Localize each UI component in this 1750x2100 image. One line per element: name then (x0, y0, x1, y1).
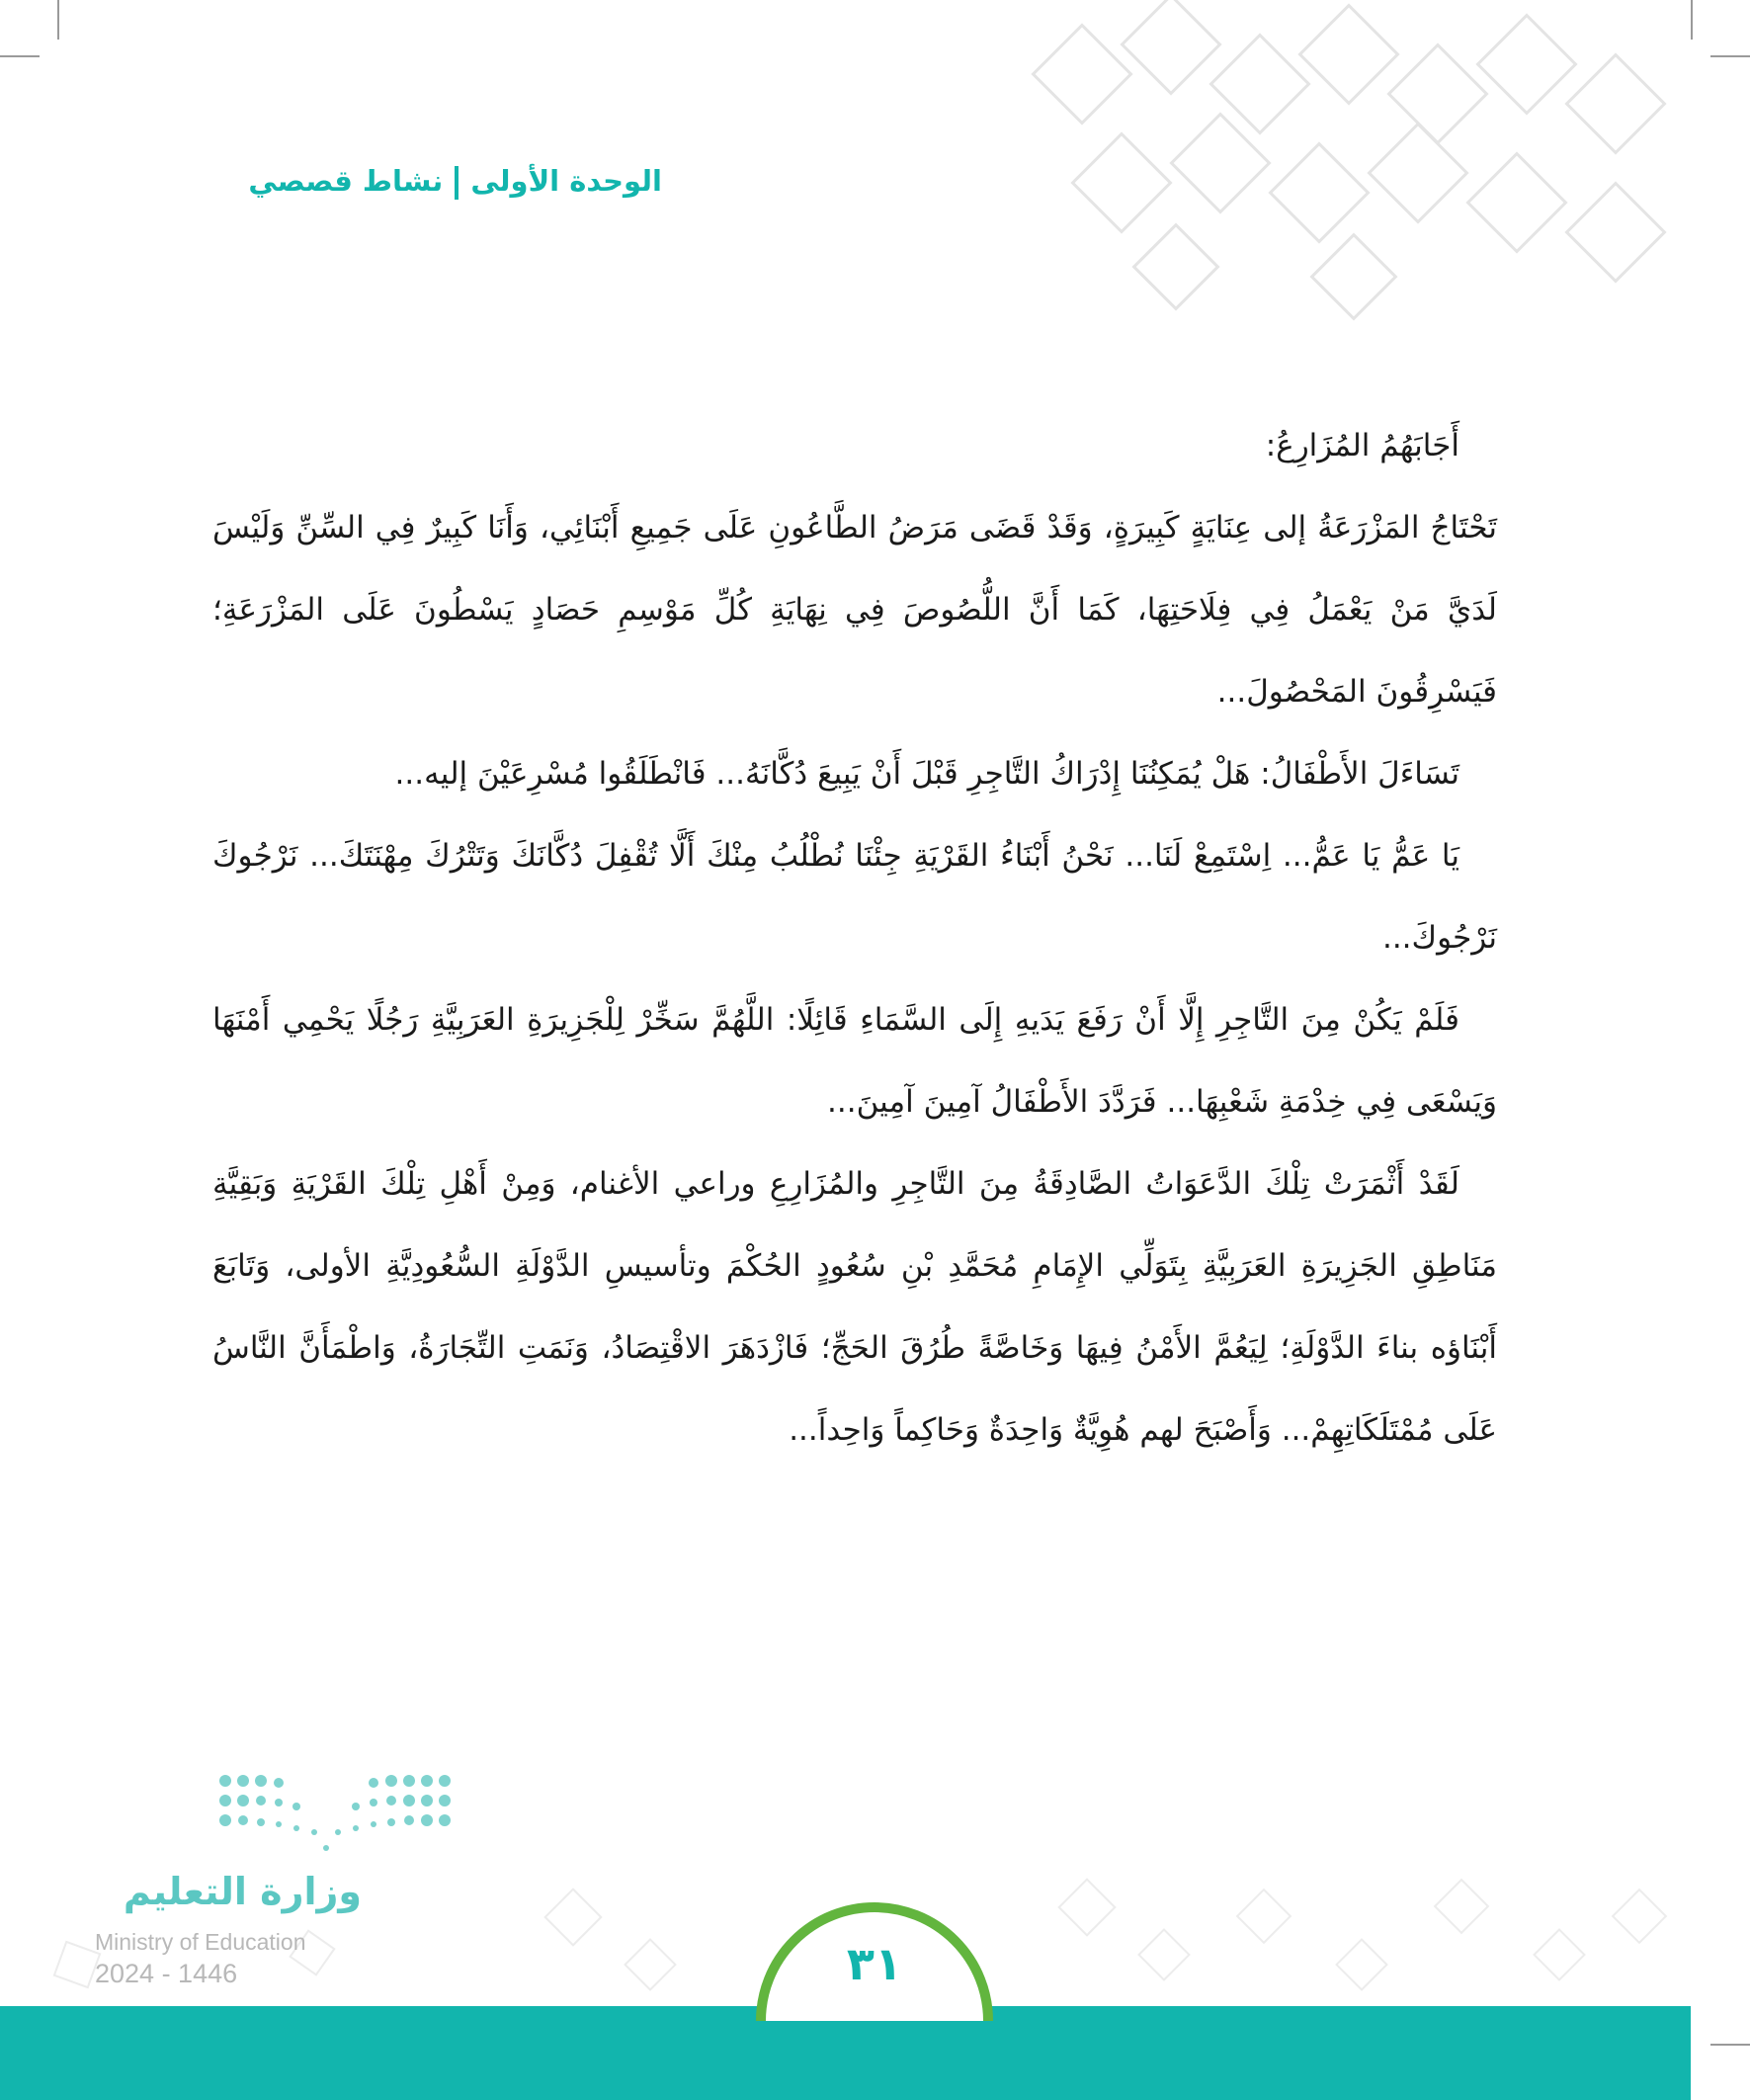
crop-mark (0, 55, 40, 57)
header-separator (455, 166, 458, 200)
paragraph: تَسَاءَلَ الأَطْفَالُ: هَلْ يُمَكِنُنَا إِدْرَاكُ التَّاجِرِ قَبْلَ أَنْ يَبِيعَ دُكَّانَهُ... فَانْطَلَقُوا مُسْرِعَيْنَ إليه... (394, 756, 1459, 792)
story-text (212, 405, 1497, 1471)
paragraph: أَجَابَهُمُ المُزَارِعُ: (1265, 428, 1459, 463)
ministry-logo (95, 1769, 470, 2006)
paragraph: فَلَمْ يَكُنْ مِنَ التَّاجِرِ إِلَّا أَنْ رَفَعَ يَدَيهِ إِلَى السَّمَاءِ قَائِلًا: اللَّهُمَّ سَخِّرْ لِلْجَزِيرَةِ العَرَبِيَّةِ رَجُلًا يَحْمِي أَمْنَهَا وَيَسْعَى فِي خِدْمَةِ شَعْبِهَا... فَرَدَّدَ الأَطْفَالُ آمِينَ آمِينَ... (212, 1002, 1497, 1120)
paragraph: لَقَدْ أَثْمَرَتْ تِلْكَ الدَّعَوَاتُ الصَّادِقَةُ مِنَ التَّاجِرِ والمُزَارِعِ وراعي الأغنام، وَمِنْ أَهْلِ تِلْكَ القَرْيَةِ وَبَقِيَّةِ مَنَاطِقِ الجَزِيرَةِ العَرَبِيَّةِ بِتَوَلِّي الإِمَامِ مُحَمَّدِ بْنِ سُعُودٍ الحُكْمَ وتأسيسِ الدَّوْلَةِ السُّعُودِيَّةِ الأولى، وَتَابَعَ أَبْنَاؤه بناءَ الدَّوْلَةِ؛ لِيَعُمَّ الأَمْنُ فِيهَا وَخَاصَّةً طُرُقَ الحَجِّ؛ فَازْدَهَرَ الاقْتِصَادُ، وَنَمَتِ التِّجَارَةُ، وَاطْمَأَنَّ النَّاسُ عَلَى مُمْتَلَكَاتِهِمْ... وَأَصْبَحَ لهم هُوِيَّةٌ وَاحِدَةٌ وَحَاكِماً وَاحِداً... (212, 1166, 1497, 1448)
section-header (208, 164, 662, 200)
crop-mark (57, 0, 59, 40)
logo-arabic-text: وزارة التعليم (123, 1870, 362, 1913)
activity-title: نشاط قصصي (248, 164, 444, 198)
crop-mark (1710, 2044, 1750, 2046)
unit-title: الوحدة الأولى (470, 164, 662, 198)
page-number: ٣١ (846, 1937, 903, 1990)
logo-dots-icon (215, 1769, 462, 1858)
paragraph: يَا عَمُّ يَا عَمُّ... اِسْتَمِعْ لَنَا... نَحْنُ أَبْنَاءُ القَرْيَةِ جِئْنَا نُطْلُبُ مِنْكَ أَلَّا تُقْفِلَ دُكَّانَكَ وَتَتْرُكَ مِهْنَتَكَ... نَرْجُوكَ نَرْجُوكَ... (212, 838, 1497, 956)
decorative-pattern (1028, 0, 1719, 326)
logo-year: 2024 - 1446 (95, 1959, 238, 1988)
paragraph: تَحْتَاجُ المَزْرَعَةُ إلى عِنَايَةٍ كَبِيرَةٍ، وَقَدْ قَضَى مَرَضُ الطَّاعُونِ عَلَى جَمِيعِ أَبْنَائِي، وَأَنَا كَبِيرٌ فِي السِّنِّ وَلَيْسَ لَدَيَّ مَنْ يَعْمَلُ فِي فِلَاحَتِهَا، كَمَا أَنَّ اللُّصُوصَ فِي نِهَايَةِ كُلِّ مَوْسِمِ حَصَادٍ يَسْطُونَ عَلَى المَزْرَعَةِ؛ فَيَسْرِقُونَ المَحْصُولَ... (212, 510, 1497, 710)
logo-english-text: Ministry of Education (95, 1929, 306, 1955)
